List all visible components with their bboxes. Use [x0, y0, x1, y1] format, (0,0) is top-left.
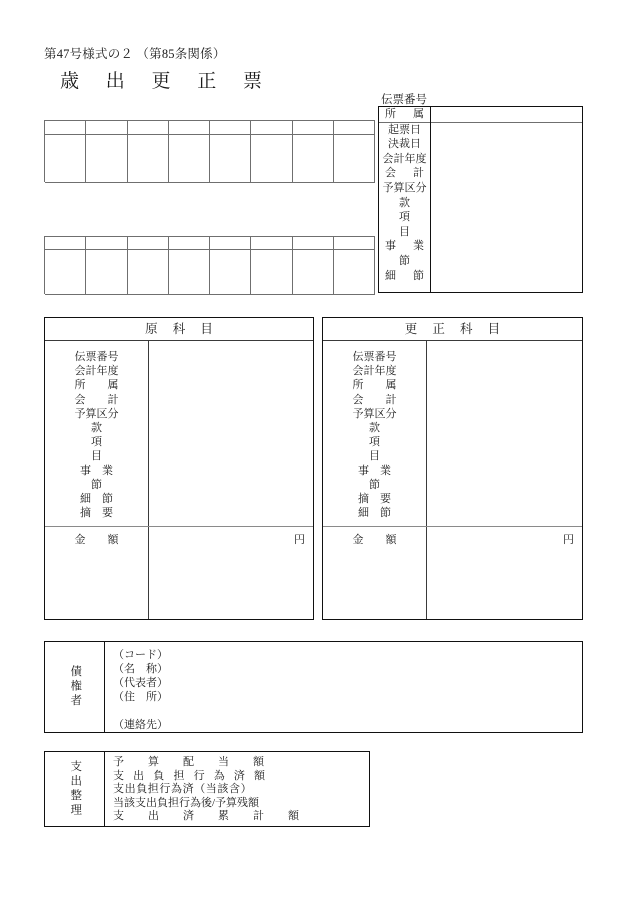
- grid-cell[interactable]: [86, 135, 127, 183]
- slip-info-box: [378, 106, 583, 293]
- acct-label-moku: 目: [91, 450, 102, 463]
- slip-value-kan[interactable]: [431, 196, 582, 211]
- grid-cell[interactable]: [45, 121, 86, 135]
- acct-value-denpyobango[interactable]: [149, 350, 313, 364]
- grid-cell[interactable]: [293, 250, 334, 295]
- acct-value-tekiyo[interactable]: [149, 506, 313, 520]
- acct-label-saisetsu: 細 節: [80, 492, 113, 505]
- grid-cell[interactable]: [86, 250, 127, 295]
- slip-value-setsu[interactable]: [431, 254, 582, 269]
- acct-value-shozoku[interactable]: [427, 378, 582, 392]
- corrected-account-value-column[interactable]: [427, 341, 582, 547]
- creditor-label-cell: [45, 642, 105, 732]
- grid-cell[interactable]: [128, 250, 169, 295]
- acct-value-kan[interactable]: [427, 421, 582, 435]
- page-title: 歳 出 更 正 票: [60, 71, 274, 92]
- slip-label-column: [379, 107, 431, 292]
- acct-label-shozoku: 所 属: [74, 379, 119, 392]
- slip-label-shozoku: 所 属: [379, 107, 430, 123]
- acct-label-jigyo: 事 業: [358, 464, 391, 477]
- acct-value-ko[interactable]: [149, 435, 313, 449]
- corrected-account-panel: [322, 317, 583, 620]
- acct-label-yosankubun: 予算区分: [352, 407, 397, 420]
- grid-cell[interactable]: [210, 121, 251, 135]
- acct-label-kaikeinendo: 会計年度: [352, 365, 397, 378]
- slip-label-yosankubun: 予算区分: [382, 181, 427, 194]
- grid-cell[interactable]: [169, 121, 210, 135]
- grid-cell[interactable]: [210, 250, 251, 295]
- grid-cell[interactable]: [334, 250, 375, 295]
- grid-cell[interactable]: [128, 237, 169, 250]
- slip-value-kaikei[interactable]: [431, 166, 582, 181]
- grid-cell[interactable]: [251, 250, 292, 295]
- acct-label-moku: 目: [369, 450, 380, 463]
- acct-label-kingaku: 金 額: [74, 534, 119, 547]
- slip-value-kaikeinendo[interactable]: [431, 152, 582, 167]
- grid-cell[interactable]: [128, 135, 169, 183]
- slip-value-ko[interactable]: [431, 210, 582, 225]
- acct-label-shozoku: 所 属: [352, 379, 397, 392]
- slip-label-kihyobi: 起票日: [388, 123, 421, 136]
- original-account-note-left[interactable]: [45, 527, 149, 619]
- acct-value-yosankubun[interactable]: [427, 407, 582, 421]
- slip-number-caption: 伝票番号: [381, 94, 427, 106]
- grid-cell[interactable]: [334, 135, 375, 183]
- slip-value-moku[interactable]: [431, 225, 582, 240]
- yen-unit-label: 円: [294, 534, 305, 547]
- form-number: 第47号様式の２ （第85条関係）: [44, 47, 226, 61]
- slip-value-kessaibi[interactable]: [431, 137, 582, 152]
- grid-cell[interactable]: [86, 237, 127, 250]
- acct-label-tekiyo: 摘 要: [358, 492, 391, 505]
- expenditure-row-obligation-done: 支 出 負 担 行 為 済 額: [113, 769, 269, 782]
- acct-label-jigyo: 事 業: [80, 464, 113, 477]
- slip-label-kaikeinendo: 会計年度: [382, 152, 427, 165]
- original-account-heading: 原 科 目: [45, 318, 313, 341]
- acct-label-ko: 項: [369, 436, 380, 449]
- table-row[interactable]: [45, 237, 375, 250]
- acct-label-kaikei: 会 計: [74, 393, 119, 406]
- expenditure-label-cell: [45, 752, 105, 826]
- slip-label-setsu: 節: [399, 254, 410, 267]
- bottom-entry-grid[interactable]: [44, 236, 375, 294]
- corrected-account-note-left[interactable]: [323, 527, 427, 619]
- acct-label-setsu: 節: [369, 478, 380, 491]
- grid-cell[interactable]: [251, 237, 292, 250]
- acct-value-moku[interactable]: [149, 449, 313, 463]
- table-row[interactable]: [45, 121, 375, 135]
- slip-value-column[interactable]: [431, 107, 582, 292]
- acct-value-saisetsu[interactable]: [149, 492, 313, 506]
- original-account-label-column: [45, 341, 149, 547]
- acct-label-ko: 項: [91, 436, 102, 449]
- grid-cell[interactable]: [45, 250, 86, 295]
- expenditure-row-list[interactable]: [105, 752, 369, 826]
- grid-cell[interactable]: [86, 121, 127, 135]
- grid-cell[interactable]: [169, 250, 210, 295]
- creditor-field-list[interactable]: [105, 642, 582, 732]
- corrected-account-heading: 更 正 科 目: [323, 318, 582, 341]
- acct-value-kingaku[interactable]: [149, 533, 313, 547]
- slip-label-kessaibi: 決裁日: [388, 138, 421, 151]
- acct-value-jigyo[interactable]: [427, 464, 582, 478]
- expenditure-row-obligation-incl: 支出負担行為済（当該含）: [113, 783, 253, 796]
- acct-value-kingaku[interactable]: [427, 533, 582, 547]
- grid-cell[interactable]: [251, 135, 292, 183]
- grid-cell[interactable]: [210, 135, 251, 183]
- expenditure-row-cumulative-paid: 支 出 済 累 計 額: [113, 810, 306, 823]
- acct-label-kan: 款: [369, 421, 380, 434]
- acct-label-kaikeinendo: 会計年度: [74, 365, 119, 378]
- creditor-code-label: （コード）: [113, 649, 168, 661]
- grid-cell[interactable]: [293, 135, 334, 183]
- slip-label-moku: 目: [399, 225, 410, 238]
- acct-value-saisetsu[interactable]: [427, 506, 582, 520]
- expenditure-row-remaining-budget: 当該支出負担行為後/予算残額: [113, 796, 260, 809]
- slip-value-shozoku[interactable]: [431, 107, 582, 123]
- acct-label-kaikei: 会 計: [352, 393, 397, 406]
- creditor-section: [44, 641, 583, 733]
- grid-cell[interactable]: [45, 237, 86, 250]
- acct-value-yosankubun[interactable]: [149, 407, 313, 421]
- expenditure-row-budget-allocation: 予 算 配 当 額: [113, 756, 271, 768]
- slip-value-kihyobi[interactable]: [431, 123, 582, 138]
- acct-value-ko[interactable]: [427, 435, 582, 449]
- creditor-name-label: （名 称）: [113, 663, 168, 675]
- grid-cell[interactable]: [334, 237, 375, 250]
- acct-value-jigyo[interactable]: [149, 464, 313, 478]
- slip-label-jigyo: 事 業: [385, 240, 427, 253]
- acct-value-denpyobango[interactable]: [427, 350, 582, 364]
- acct-label-yosankubun: 予算区分: [74, 407, 119, 420]
- acct-value-kaikei[interactable]: [149, 393, 313, 407]
- expenditure-summary-section: [44, 751, 370, 827]
- acct-label-saisetsu: 細 節: [358, 507, 391, 520]
- slip-value-jigyo[interactable]: [431, 239, 582, 254]
- acct-label-kan: 款: [91, 421, 102, 434]
- grid-cell[interactable]: [251, 121, 292, 135]
- grid-cell[interactable]: [45, 135, 86, 183]
- creditor-label: 債権者: [69, 665, 82, 709]
- original-account-panel: [44, 317, 314, 620]
- yen-unit-label: 円: [563, 534, 574, 547]
- slip-label-ko: 項: [399, 211, 410, 224]
- acct-label-setsu: 節: [91, 478, 102, 491]
- corrected-account-label-column: [323, 341, 427, 547]
- grid-cell[interactable]: [169, 135, 210, 183]
- acct-value-kaikeinendo[interactable]: [427, 364, 582, 378]
- grid-cell[interactable]: [169, 237, 210, 250]
- grid-cell[interactable]: [210, 237, 251, 250]
- acct-label-denpyobango: 伝票番号: [74, 351, 119, 363]
- grid-cell[interactable]: [293, 237, 334, 250]
- top-entry-grid[interactable]: [44, 120, 375, 182]
- table-row[interactable]: [45, 250, 375, 295]
- grid-cell[interactable]: [293, 121, 334, 135]
- acct-value-kaikei[interactable]: [427, 393, 582, 407]
- acct-value-shozoku[interactable]: [149, 378, 313, 392]
- acct-label-tekiyo: 摘 要: [80, 507, 113, 520]
- slip-label-kan: 款: [399, 196, 410, 209]
- acct-label-denpyobango: 伝票番号: [352, 351, 397, 363]
- grid-cell[interactable]: [128, 121, 169, 135]
- original-account-value-column[interactable]: [149, 341, 313, 547]
- acct-value-moku[interactable]: [427, 449, 582, 463]
- creditor-address-label: （住 所）: [113, 691, 168, 703]
- acct-label-kingaku: 金 額: [352, 534, 397, 547]
- acct-value-kaikeinendo[interactable]: [149, 364, 313, 378]
- slip-label-kaikei: 会 計: [385, 167, 427, 180]
- acct-value-setsu[interactable]: [427, 478, 582, 492]
- grid-cell[interactable]: [334, 121, 375, 135]
- slip-value-yosankubun[interactable]: [431, 181, 582, 196]
- table-row[interactable]: [45, 135, 375, 183]
- acct-value-tekiyo[interactable]: [427, 492, 582, 506]
- creditor-contact-label: （連絡先）: [113, 719, 168, 731]
- acct-value-kan[interactable]: [149, 421, 313, 435]
- expenditure-label: 支出整理: [69, 760, 82, 818]
- slip-label-saisetsu: 細 節: [385, 269, 427, 282]
- acct-value-setsu[interactable]: [149, 478, 313, 492]
- slip-value-saisetsu[interactable]: [431, 269, 582, 284]
- creditor-representative-label: （代表者）: [113, 677, 168, 689]
